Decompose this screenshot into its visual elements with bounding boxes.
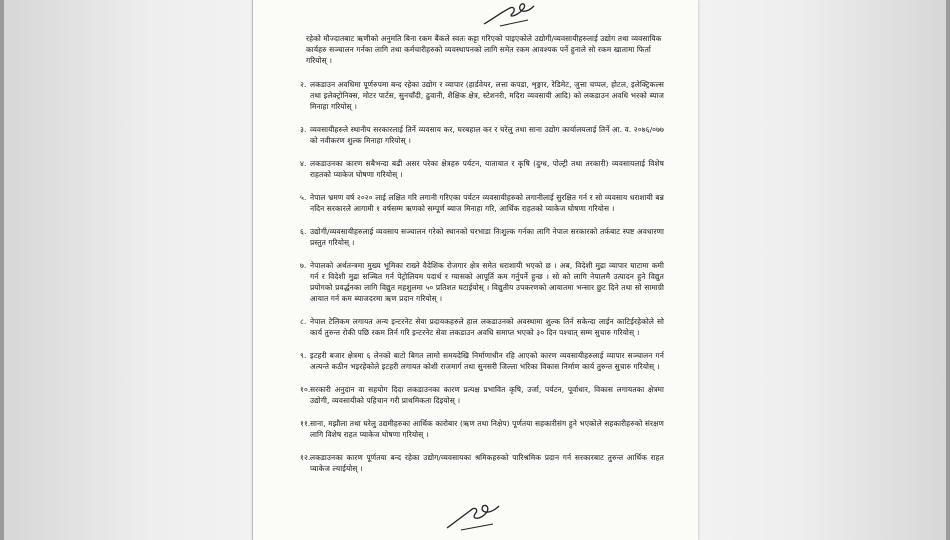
- item-text: व्यवसायीहरुले स्थानीय सरकारलाई तिर्ने व्यवसाय कर, घरबहाल कर र घरेलु तथा साना उद्योग कार्यालयलाई तिर्ने आ. व. २०७६/०७७ को नवीकरण शुल्क मिनाहा गरियोस् ।: [310, 125, 664, 145]
- item-text: लकडाउनका कारण पूर्णतया बन्द रहेका उद्योग/व्यवसायका श्रमिकहरुको पारिश्रमिक प्रदान गर्न सरकारबाट तुरुन्त आर्थिक राहत प्याकेज ल्याईयोस् ।: [310, 453, 664, 473]
- signature-bottom: [443, 500, 503, 534]
- item-text: लकडाउन अवधिमा पूर्णरुपमा बन्द रहेका उद्योग र व्यापार (हार्डवेयर, लत्ता कपडा, शृङ्गार, रेडिमेट, जुत्ता चप्पल, होटल, इलेक्ट्रिकल्स तथा इलेक्ट्रोनिक्स, मोटर पार्टस, सुनचाँदी, ढुवानी, शैक्षिक क्षेत्र, स्टेशनरी, मदिरा व्यवसायी आदि) को लकडाउन अवधि भरको ब्याज मिनाहा गरियोस् ।: [310, 80, 664, 111]
- item-number: ८.: [300, 317, 307, 326]
- item-text: नेपालको अर्थतन्त्रमा मुख्य भूमिका राख्ने वैदेशिक रोजगार क्षेत्र समेत धराशायी भएको छ । अब, विदेशी मुद्रा व्यापार घाटामा कमी गर्न र विदेशी मुद्रा सञ्चित गर्न पेट्रोलियम पदार्थ र ग्यासको आपूर्ति कम गर्नुपर्ने हुन्छ । सो को लागि नेपालमै उत्पादन हुने विद्युत प्रयोगको प्रवर्द्धनका लागि विद्युत महशुलमा ५० प्रतिशत घटाईयोस् । विद्युतीय उपकरणको आयातमा भन्सार छुट दिने तथा सो सामाग्री आयात गर्न कम ब्याजदरमा ऋण प्रदान गरियोस् ।: [310, 261, 664, 303]
- list-item: [300, 192, 664, 214]
- item-number: १०.: [300, 385, 311, 394]
- signature-top: [480, 0, 540, 32]
- item-text: नेपाल भ्रमण वर्ष २०२० लाई लक्षित गरि लगानी गरिएका पर्यटन व्यवसायीहरुको लगानीलाई सुरक्षित गर्न र सो व्यवसाय धराशायी बन्न नदिन सरकारले आगामी १ वर्षसम्म ऋणको सम्पूर्ण ब्याज मिनाहा गरि, आर्थिक राहतको प्याकेज घोषणा गरियोस ।: [310, 193, 664, 213]
- numbered-list: [300, 79, 664, 474]
- list-item: [300, 350, 664, 372]
- item-number: ६.: [300, 227, 307, 236]
- item-number: २.: [300, 80, 307, 89]
- list-item: [300, 124, 664, 146]
- item-text: लकडाउनका कारण सबैभन्दा बढी असर परेका क्षेत्रहरु पर्यटन, यातायात र कृषि (दुग्ध, पोल्ट्री तथा तरकारी) व्यवसायलाई विशेष राहतको प्याकेज घोषणा गरियोस् ।: [310, 159, 664, 179]
- list-item: [300, 418, 664, 440]
- list-item: [300, 316, 664, 338]
- item-number: ३.: [300, 125, 307, 134]
- item-number: ४.: [300, 159, 307, 168]
- item-number: ७.: [300, 261, 307, 270]
- right-border: [946, 0, 950, 540]
- list-item: [300, 158, 664, 180]
- item-text: सरकारी अनुदान वा सहयोग दिदा लकडाउनका कारण प्रत्यक्ष प्रभावित कृषि, उर्जा, पर्यटन, पूर्वाधार, विकास लगायतका क्षेत्रमा उद्योगी, व्यवसायीको पहिचान गरी प्राथमिकता दिइयोस् ।: [310, 385, 664, 405]
- item-number: ९.: [300, 351, 307, 360]
- item-number: ५.: [300, 193, 307, 202]
- left-border: [0, 0, 4, 540]
- item-text: उद्योगी/व्यवसायीहरुलाई व्यवसाय सञ्चालन गरेको स्थानको घरभाडा निःशुल्क गर्नका लागि नेपाल सरकारको तर्फबाट स्पष्ट अवधारणा प्रस्तुत गरियोस् ।: [310, 227, 664, 247]
- item-text: नेपाल टेलिकम लगायत अन्य इन्टरनेट सेवा प्रदायकहरुले हाल लकडाउनको अवस्थामा शुल्क तिर्न सकेन्दा लाईन काटिईरहेकोले सो कार्य तुरुन्त रोकी पछि रकम तिर्न गरि इन्टरनेट सेवा लकडाउन अवधि समाप्त भएको ३० दिन पश्चात् सम्म सुचारु गरियोस् ।: [310, 317, 664, 337]
- list-item: [300, 79, 664, 112]
- list-item: [300, 226, 664, 248]
- right-background-panel: [697, 0, 950, 540]
- item-number: ११.: [300, 419, 311, 428]
- item-text: इटहरी बजार क्षेत्रमा ६ लेनको बाटो बिगत लामो समयदेखि निर्माणाधीन रहि आएको कारण व्यवसायीहरुलाई व्यापार सञ्चालन गर्न अत्यन्ते कठीन भइरहेकोले इटहरी लगायत कोशी राजमार्ग तथा सुनसरी जिल्ला भरिका विकास निर्माण कार्य तुरुन्त सुचारु गरियोस् ।: [310, 351, 664, 371]
- list-item: [300, 452, 664, 474]
- item-number: १२.: [300, 453, 311, 462]
- list-item: [300, 260, 664, 304]
- list-item: [300, 384, 664, 406]
- left-background-panel: [0, 0, 253, 540]
- document-body: [300, 33, 664, 486]
- item-text: साना, मझौला तथा घरेलु उद्यमीहरुका आर्थिक कारोबार (ऋण तथा निक्षेप) पूर्णतया सहकारीसंग हुने भएकोले सहकारीहरुको संरक्षण लागि विशेष राहत प्याकेज घोषणा गरियोस् ।: [310, 419, 664, 439]
- intro-paragraph: रहेको मौज्दातबाट ऋणीको अनुमति बिना रकम बैंकले स्वतः कट्टा गरिएको पाइएकोले उद्योगी/व्यवसायीहरुलाई उद्योग तथा व्यवसायिक कार्यहरु सञ्चालन गर्नका लागि तथा कर्मचारीहरुको व्यवस्थापनको लागि समेत रकम आवश्यक पर्ने हुनाले सो रकम खातामा फिर्ता गरियोस् ।: [306, 34, 662, 65]
